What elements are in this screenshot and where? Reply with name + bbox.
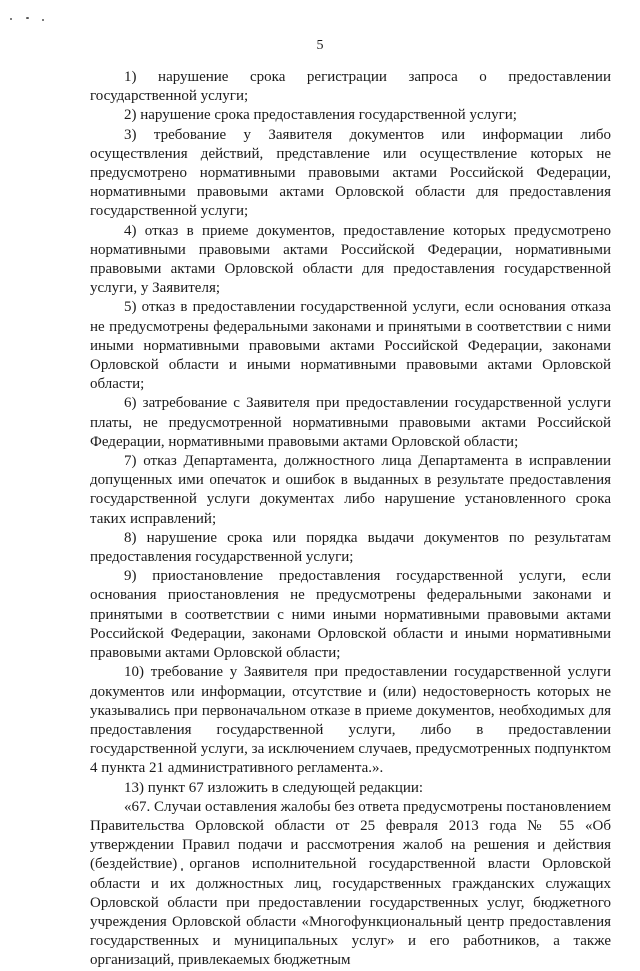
- paragraph-1: 1) нарушение срока регистрации запроса о предоставлении государственной услуги;: [90, 69, 611, 105]
- paragraph-5: 5) отказ в предоставлении государственной услуги, если основания отказа не предусмотрены федеральными законами и принятыми в соответствии с ними иными нормативными правовыми актами Российской Федерации, законами Орловской области и иными нормативными правовыми актами Орловской области;: [90, 299, 611, 393]
- paragraph-6: 6) затребование с Заявителя при предоставлении государственной услуги платы, не предусмотренной нормативными правовыми актами Российской Федерации, нормативными правовыми актами Орловской области;: [90, 395, 611, 450]
- paragraph-13: 13) пункт 67 изложить в следующей редакции:: [124, 779, 424, 796]
- paragraph-2: 2) нарушение срока предоставления государственной услуги;: [124, 107, 517, 124]
- paragraph-67: «67. Случаи оставления жалобы без ответа предусмотрены постановлением Правительства Орловской области от 25 февраля 2013 года № 55 «Об утверждении Правил подачи и рассмотрения жалоб на решения и действия (бездействие) органов исполнительной государственной власти Орловской области и их должностных лиц, государственных гражданских служащих Орловской области при предоставлении государственных услуг, бюджетного учреждения Орловской области «Многофункциональный центр предоставления государственных и муниципальных услуг» и его работников, а также организаций, привлекаемых бюджетным: [90, 798, 611, 969]
- paragraph-7: 7) отказ Департамента, должностного лица Департамента в исправлении допущенных ими опечаток и ошибок в выданных в результате предоставления государственной услуги документах либо нарушение установленного срока таких исправлений;: [90, 453, 611, 527]
- page-number: 5: [316, 38, 324, 53]
- paragraph-4: 4) отказ в приеме документов, предоставление которых предусмотрено нормативными правовыми актами Российской Федерации, нормативными правовыми актами Орловской области для предоставления государственной услуги, у Заявителя;: [90, 222, 611, 297]
- document-body: [90, 68, 611, 971]
- scan-speck: [42, 19, 44, 21]
- scan-speck: [10, 18, 12, 20]
- paragraph-9: 9) приостановление предоставления государственной услуги, если основания приостановления не предусмотрены федеральными законами и принятыми в соответствии с ними иными нормативными правовыми актами Российской Федерации, законами Орловской области и иными нормативными правовыми актами Орловской области;: [90, 568, 611, 662]
- paragraph-8: 8) нарушение срока или порядка выдачи документов по результатам предоставления государственной услуги;: [90, 529, 611, 566]
- paragraph-3: 3) требование у Заявителя документов или информации либо осуществления действий, представление или осуществление которых не предусмотрено нормативными правовыми актами Российской Федерации, нормативными правовыми актами Орловской области для предоставления государственной услуги;: [90, 126, 611, 220]
- paragraph-10: 10) требование у Заявителя при предоставлении государственной услуги документов или информации, отсутствие и (или) недостоверность которых не указывались при первоначальном отказе в приеме документов, необходимых для предоставления государственной услуги, либо в предоставлении государственной услуги, за исключением случаев, предусмотренных подпунктом 4 пункта 21 административного регламента.».: [90, 664, 611, 777]
- scan-speck: [26, 17, 29, 19]
